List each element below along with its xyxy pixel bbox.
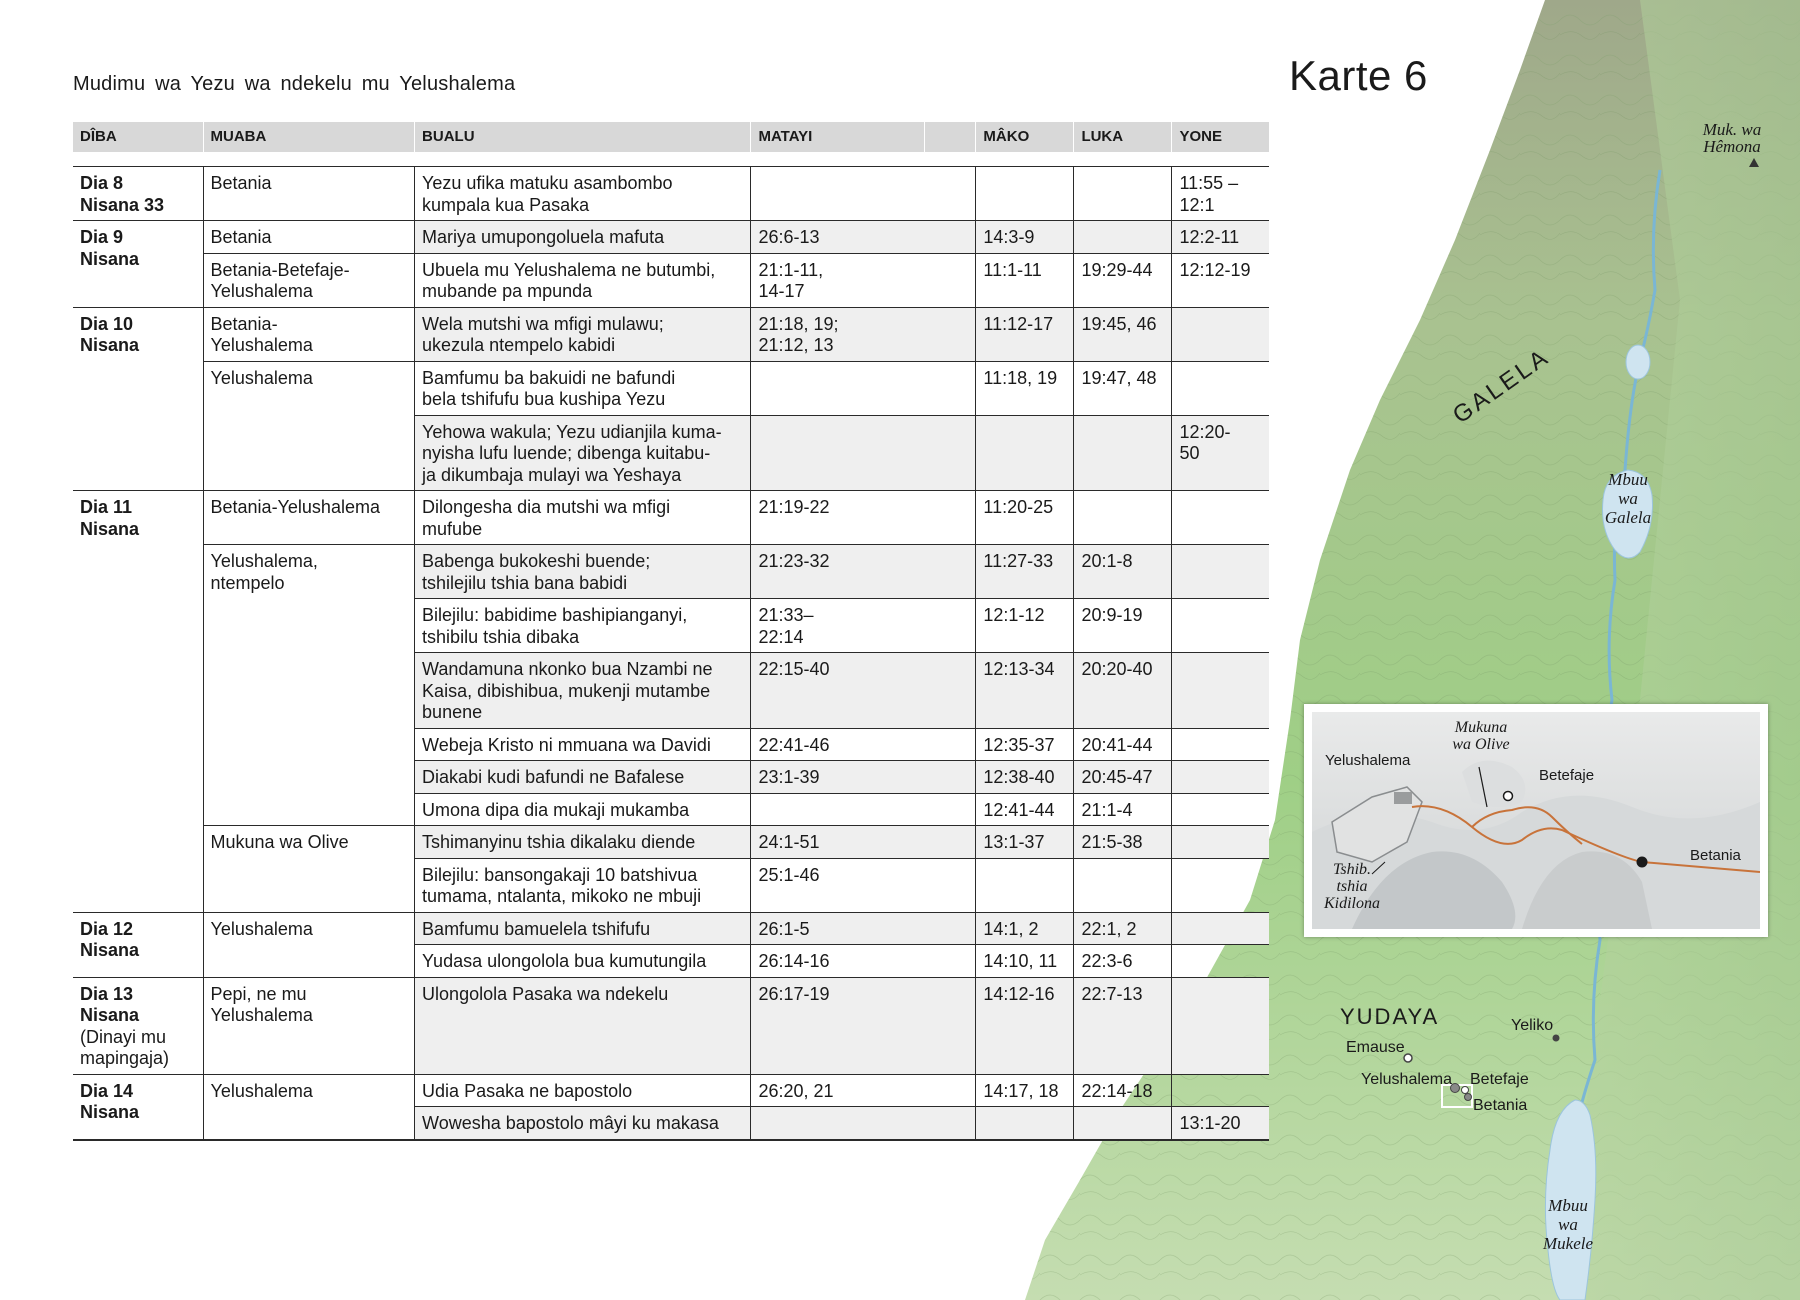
matayi-cell <box>751 361 924 415</box>
inset-label-mount-olive: Mukuna wa Olive <box>1452 719 1510 753</box>
luka-cell: 19:47, 48 <box>1074 361 1172 415</box>
spacer-cell <box>924 761 976 794</box>
spacer-cell <box>924 599 976 653</box>
betania-marker <box>1465 1094 1472 1101</box>
matayi-cell: 26:6-13 <box>751 221 924 254</box>
matayi-cell: 26:17-19 <box>751 977 924 1074</box>
spacer-cell <box>924 912 976 945</box>
spacer-cell <box>924 167 976 221</box>
inset-betania-marker <box>1637 857 1648 868</box>
spacer-cell <box>924 415 976 491</box>
spacer-cell <box>924 728 976 761</box>
luka-cell <box>1074 858 1172 912</box>
matayi-cell: 26:14-16 <box>751 945 924 978</box>
table-row <box>73 491 1269 545</box>
spacer-cell <box>924 545 976 599</box>
matayi-cell: 25:1-46 <box>751 858 924 912</box>
yone-cell: 13:1-20 <box>1172 1107 1269 1140</box>
matayi-cell: 21:19-22 <box>751 491 924 545</box>
mako-cell: 12:38-40 <box>976 761 1074 794</box>
table-row <box>73 221 1269 254</box>
luka-cell: 19:45, 46 <box>1074 307 1172 361</box>
label-sea-galela: Mbuu wa Galela <box>1604 470 1652 527</box>
document-title: Mudimu wa Yezu wa ndekelu mu Yelushalema <box>73 73 516 95</box>
schedule-body <box>73 152 1269 1140</box>
matayi-cell: 26:20, 21 <box>751 1074 924 1107</box>
yone-cell <box>1172 361 1269 415</box>
header-blank <box>924 122 976 152</box>
luka-cell: 20:41-44 <box>1074 728 1172 761</box>
inset-label-yelushalema: Yelushalema <box>1325 752 1411 769</box>
event-cell: Udia Pasaka ne bapostolo <box>415 1074 751 1107</box>
mako-cell: 12:1-12 <box>976 599 1074 653</box>
label-betefaje: Betefaje <box>1470 1071 1529 1088</box>
mako-cell <box>976 1107 1074 1140</box>
mako-cell <box>976 415 1074 491</box>
place-cell: Yelushalema <box>203 361 415 491</box>
spacer-cell <box>924 1107 976 1140</box>
spacer-cell <box>924 1074 976 1107</box>
luka-cell <box>1074 415 1172 491</box>
mako-cell: 14:12-16 <box>976 977 1074 1074</box>
place-cell: Pepi, ne mu Yelushalema <box>203 977 415 1074</box>
mako-cell: 13:1-37 <box>976 826 1074 859</box>
table-row <box>73 545 1269 599</box>
label-yeliko: Yeliko <box>1511 1017 1554 1034</box>
place-cell: Yelushalema <box>203 912 415 977</box>
betefaje-marker <box>1462 1087 1469 1094</box>
yeliko-marker <box>1553 1035 1560 1042</box>
mako-cell: 11:20-25 <box>976 491 1074 545</box>
spacer-cell <box>924 253 976 307</box>
event-cell: Yudasa ulongolola bua kumutungila <box>415 945 751 978</box>
mako-cell: 11:12-17 <box>976 307 1074 361</box>
event-cell: Umona dipa dia mukaji mukamba <box>415 793 751 826</box>
luka-cell: 21:1-4 <box>1074 793 1172 826</box>
day-cell: Dia 14 Nisana <box>73 1074 203 1140</box>
day-cell: Dia 8 Nisana 33 <box>73 167 203 221</box>
label-mount-hermon: Muk. wa Hêmona <box>1702 120 1762 156</box>
label-yudaya: YUDAYA <box>1340 1004 1440 1029</box>
yone-cell <box>1172 1074 1269 1107</box>
luka-cell: 21:5-38 <box>1074 826 1172 859</box>
yone-cell <box>1172 761 1269 794</box>
mako-cell: 11:1-11 <box>976 253 1074 307</box>
event-cell: Bilejilu: babidime bashipianganyi, tshibilu tshia dibaka <box>415 599 751 653</box>
table-row <box>73 307 1269 361</box>
luka-cell: 22:3-6 <box>1074 945 1172 978</box>
yone-cell <box>1172 858 1269 912</box>
event-cell: Bamfumu bamuelela tshifufu <box>415 912 751 945</box>
yone-cell <box>1172 977 1269 1074</box>
spacer-cell <box>924 826 976 859</box>
matayi-cell <box>751 1107 924 1140</box>
matayi-cell: 21:1-11, 14-17 <box>751 253 924 307</box>
table-row <box>73 1074 1269 1107</box>
header-mako: MÂKO <box>976 122 1074 152</box>
mako-cell: 12:35-37 <box>976 728 1074 761</box>
header-muaba: MUABA <box>203 122 415 152</box>
place-cell: Betania-Yelushalema <box>203 491 415 545</box>
table-header-row <box>73 122 1269 152</box>
inset-betefaje-marker <box>1504 792 1513 801</box>
spacer-cell <box>924 307 976 361</box>
mako-cell <box>976 167 1074 221</box>
yone-cell: 11:55 – 12:1 <box>1172 167 1269 221</box>
spacer-cell <box>924 653 976 729</box>
luka-cell <box>1074 221 1172 254</box>
matayi-cell: 21:33– 22:14 <box>751 599 924 653</box>
header-diba: DÎBA <box>73 122 203 152</box>
matayi-cell: 23:1-39 <box>751 761 924 794</box>
event-cell: Ulongolola Pasaka wa ndekelu <box>415 977 751 1074</box>
yone-cell <box>1172 491 1269 545</box>
event-cell: Dilongesha dia mutshi wa mfigi mufube <box>415 491 751 545</box>
event-cell: Ubuela mu Yelushalema ne butumbi, mubande pa mpunda <box>415 253 751 307</box>
luka-cell: 20:1-8 <box>1074 545 1172 599</box>
inset-label-kidron: Tshib. tshia Kidilona <box>1323 861 1380 912</box>
mako-cell: 14:10, 11 <box>976 945 1074 978</box>
yone-cell <box>1172 307 1269 361</box>
mako-cell <box>976 858 1074 912</box>
yone-cell <box>1172 599 1269 653</box>
matayi-cell: 22:41-46 <box>751 728 924 761</box>
inset-label-betefaje: Betefaje <box>1539 767 1595 784</box>
luka-cell <box>1074 491 1172 545</box>
event-cell: Babenga bukokeshi buende; tshilejilu tshia bana babidi <box>415 545 751 599</box>
luka-cell <box>1074 1107 1172 1140</box>
day-note: (Dinayi mu mapingaja) <box>80 1026 170 1068</box>
spacer-cell <box>924 361 976 415</box>
mako-cell: 14:17, 18 <box>976 1074 1074 1107</box>
spacer-cell <box>924 793 976 826</box>
day-cell: Dia 9 Nisana <box>73 221 203 308</box>
event-cell: Bilejilu: bansongakaji 10 batshivua tumama, ntalanta, mikoko ne mbuji <box>415 858 751 912</box>
luka-cell: 19:29-44 <box>1074 253 1172 307</box>
luka-cell <box>1074 167 1172 221</box>
day-cell: Dia 11 Nisana <box>73 491 203 913</box>
header-matayi: MATAYI <box>751 122 924 152</box>
table-row <box>73 826 1269 859</box>
matayi-cell: 26:1-5 <box>751 912 924 945</box>
mako-cell: 14:3-9 <box>976 221 1074 254</box>
mako-cell: 11:18, 19 <box>976 361 1074 415</box>
inset-label-betania: Betania <box>1690 847 1741 864</box>
matayi-cell <box>751 793 924 826</box>
event-cell: Tshimanyinu tshia dikalaku diende <box>415 826 751 859</box>
matayi-cell: 21:23-32 <box>751 545 924 599</box>
day-cell: Dia 10 Nisana <box>73 307 203 491</box>
event-cell: Webeja Kristo ni mmuana wa Davidi <box>415 728 751 761</box>
luka-cell: 20:45-47 <box>1074 761 1172 794</box>
emause-marker <box>1404 1054 1412 1062</box>
header-gap-row <box>73 152 1269 167</box>
event-cell: Wowesha bapostolo mâyi ku makasa <box>415 1107 751 1140</box>
label-emause: Emause <box>1346 1039 1405 1056</box>
yone-cell <box>1172 545 1269 599</box>
place-cell: Yelushalema <box>203 1074 415 1140</box>
yone-cell <box>1172 728 1269 761</box>
yone-cell <box>1172 653 1269 729</box>
yone-cell: 12:12-19 <box>1172 253 1269 307</box>
event-cell: Yezu ufika matuku asambombo kumpala kua Pasaka <box>415 167 751 221</box>
luka-cell: 22:14-18 <box>1074 1074 1172 1107</box>
label-sea-mukele: Mbuu wa Mukele <box>1542 1196 1594 1253</box>
place-cell: Yelushalema, ntempelo <box>203 545 415 826</box>
table-row <box>73 912 1269 945</box>
mako-cell: 11:27-33 <box>976 545 1074 599</box>
event-cell: Wandamuna nkonko bua Nzambi ne Kaisa, dibishibua, mukenji mutambe bunene <box>415 653 751 729</box>
event-cell: Diakabi kudi bafundi ne Bafalese <box>415 761 751 794</box>
matayi-cell: 22:15-40 <box>751 653 924 729</box>
place-cell: Mukuna wa Olive <box>203 826 415 913</box>
day-cell: Dia 12 Nisana <box>73 912 203 977</box>
place-cell: Betania- Yelushalema <box>203 307 415 361</box>
inset-map <box>1304 704 1768 937</box>
yone-cell <box>1172 945 1269 978</box>
spacer-cell <box>924 945 976 978</box>
matayi-cell <box>751 167 924 221</box>
spacer-cell <box>924 491 976 545</box>
table-row <box>73 167 1269 221</box>
mako-cell: 12:41-44 <box>976 793 1074 826</box>
table-row <box>73 253 1269 307</box>
matayi-cell: 24:1-51 <box>751 826 924 859</box>
mako-cell: 14:1, 2 <box>976 912 1074 945</box>
event-cell: Bamfumu ba bakuidi ne bafundi bela tshifufu bua kushipa Yezu <box>415 361 751 415</box>
label-galela: GALELA <box>1448 343 1555 430</box>
luka-cell: 20:9-19 <box>1074 599 1172 653</box>
lake-hula <box>1626 345 1650 379</box>
yone-cell <box>1172 826 1269 859</box>
place-cell: Betania <box>203 221 415 254</box>
label-yelushalema: Yelushalema <box>1361 1071 1453 1088</box>
map-title: Karte 6 <box>1289 52 1428 99</box>
label-betania: Betania <box>1473 1097 1528 1114</box>
yone-cell <box>1172 793 1269 826</box>
yone-cell <box>1172 912 1269 945</box>
header-bualu: BUALU <box>415 122 751 152</box>
luka-cell: 22:1, 2 <box>1074 912 1172 945</box>
yone-cell: 12:2-11 <box>1172 221 1269 254</box>
day-cell: Dia 13 Nisana (Dinayi mu mapingaja) <box>73 977 203 1074</box>
event-cell: Yehowa wakula; Yezu udianjila kuma- nyisha lufu luende; dibenga kuitabu- ja dikumbaja mulayi wa Yeshaya <box>415 415 751 491</box>
matayi-cell <box>751 415 924 491</box>
luka-cell: 20:20-40 <box>1074 653 1172 729</box>
spacer-cell <box>924 977 976 1074</box>
luka-cell: 22:7-13 <box>1074 977 1172 1074</box>
header-luka: LUKA <box>1074 122 1172 152</box>
mako-cell: 12:13-34 <box>976 653 1074 729</box>
matayi-cell: 21:18, 19; 21:12, 13 <box>751 307 924 361</box>
schedule-table <box>73 122 1269 1141</box>
event-cell: Mariya umupongoluela mafuta <box>415 221 751 254</box>
yone-cell: 12:20- 50 <box>1172 415 1269 491</box>
spacer-cell <box>924 221 976 254</box>
spacer-cell <box>924 858 976 912</box>
place-cell: Betania <box>203 167 415 221</box>
header-yone: YONE <box>1172 122 1269 152</box>
event-cell: Wela mutshi wa mfigi mulawu; ukezula ntempelo kabidi <box>415 307 751 361</box>
table-row <box>73 361 1269 415</box>
place-cell: Betania-Betefaje- Yelushalema <box>203 253 415 307</box>
table-row <box>73 977 1269 1074</box>
